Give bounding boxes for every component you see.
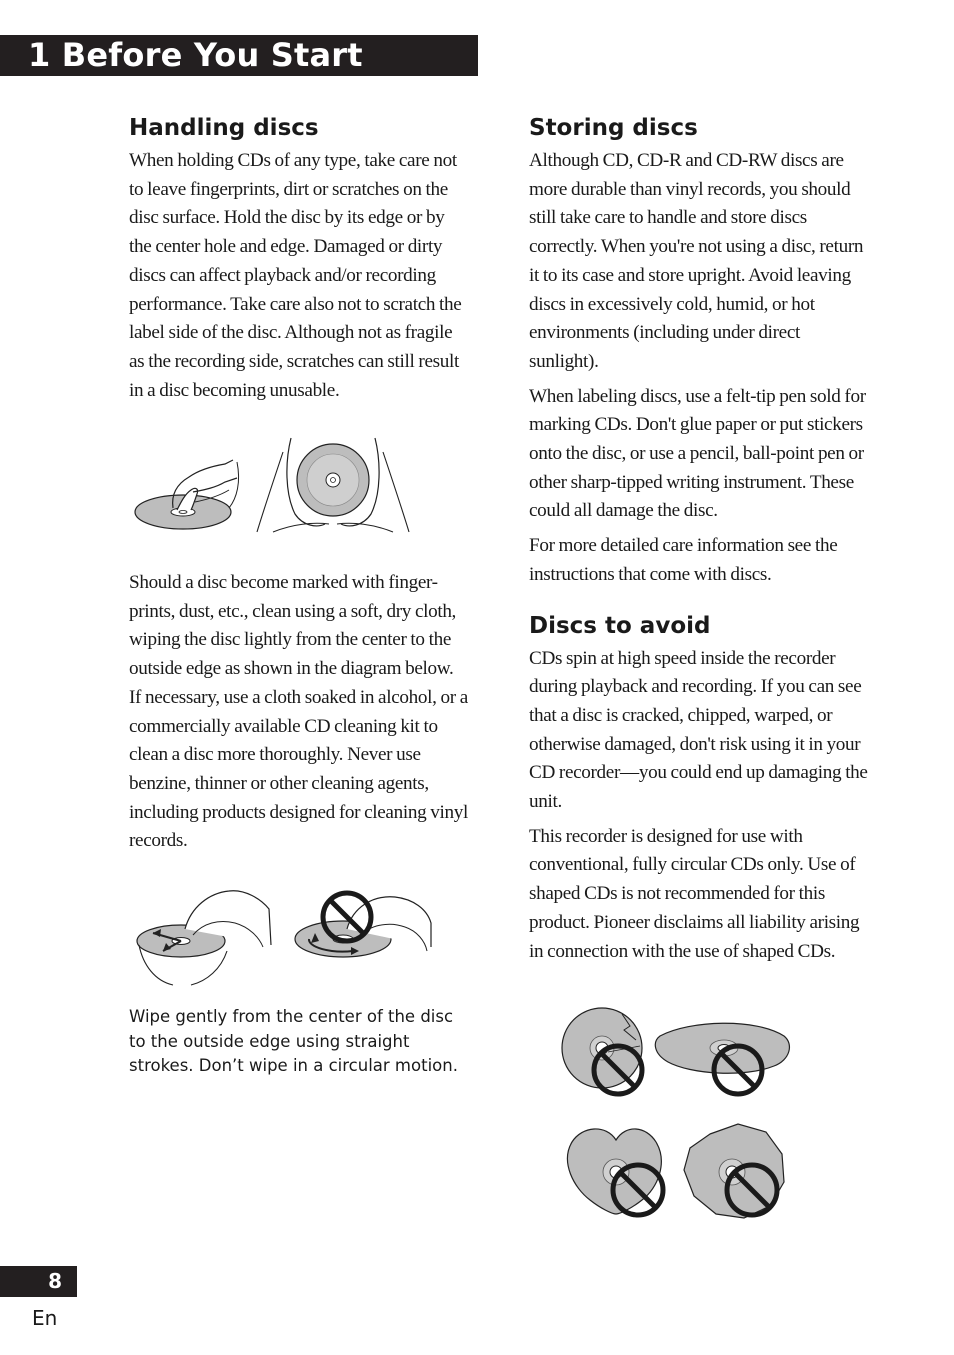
wipe-caption: Wipe gently from the center of the disc to the outside edge using straight strokes. Don’t wipe in a circular motion.: [129, 1007, 458, 1075]
right-column: [529, 113, 869, 966]
storing-paragraph-2: When labeling discs, use a felt-tip pen sold for marking CDs. Don't glue paper or put stickers onto the disc, or use a pencil, ball-point pen or other sharp-tipped writing instrument. These could all damage the disc.: [529, 385, 866, 522]
storing-discs-heading: Storing discs: [529, 115, 698, 141]
handling-paragraph-2: Should a disc become marked with finger-prints, dust, etc., clean using a soft, dry cloth, wiping the disc lightly from the center to the outside edge as shown in the diagram below. If necessary, use a cloth soaked in alcohol, or a commercially available CD cleaning kit to clean a disc more thoroughly. Never use benzine, thinner or other cleaning agents, including products designed for cleaning vinyl records.: [129, 572, 468, 852]
discs-to-avoid-illustration: [560, 1000, 800, 1225]
incorrect-wipe-icon: [295, 893, 431, 957]
handling-paragraph-1: When holding CDs of any type, take care not to leave fingerprints, dirt or scratches on the disc surface. Hold the disc by its edge or by the center hole and edge. Damaged or dirty discs can affect playback and/or recording performance. Take care also not to scratch the label side of the disc. Although not as fragile as the recording side, scratches can still result in a disc becoming unusable.: [129, 150, 462, 401]
heart-shaped-disc-icon: [567, 1129, 663, 1215]
warped-disc-icon: [655, 1023, 789, 1094]
language-label: En: [32, 1306, 58, 1330]
handling-discs-heading: Handling discs: [129, 115, 319, 141]
avoid-paragraph-1: CDs spin at high speed inside the recorder during playback and recording. If you can see that a disc is cracked, chipped, warped, or otherwise damaged, don't risk using it in your CD recorder—you could end up damaging the unit.: [529, 647, 868, 813]
page-number: 8: [0, 1266, 77, 1297]
handling-cleaning-block: [129, 569, 469, 856]
chapter-title: 1 Before You Start: [0, 35, 478, 76]
storing-paragraph-1: Although CD, CD-R and CD-RW discs are more durable than vinyl records, you should still take care to handle and store discs correctly. When you're not using a disc, return it to its case and store upright. Avoid leaving discs in excessively cold, humid, or hot environments (including under direct sunlight).: [529, 150, 864, 372]
holding-disc-illustration: [133, 432, 423, 542]
polygon-shaped-disc-icon: [684, 1124, 784, 1218]
discs-to-avoid-heading: Discs to avoid: [529, 612, 711, 639]
avoid-paragraph-2: This recorder is designed for use with conventional, fully circular CDs only. Use of shaped CDs is not recommended for this product. Pioneer disclaims all liability arising in connection with the use of shaped CDs.: [529, 825, 860, 962]
wiping-disc-illustration: [133, 885, 433, 990]
disc-held-by-edge-icon: [257, 438, 409, 532]
storing-paragraph-3: For more detailed care information see the instructions that come with discs.: [529, 535, 838, 585]
cracked-disc-icon: [562, 1008, 642, 1094]
disc-held-by-center-icon: [135, 460, 239, 529]
correct-wipe-icon: [137, 891, 271, 985]
left-column: [129, 113, 469, 405]
